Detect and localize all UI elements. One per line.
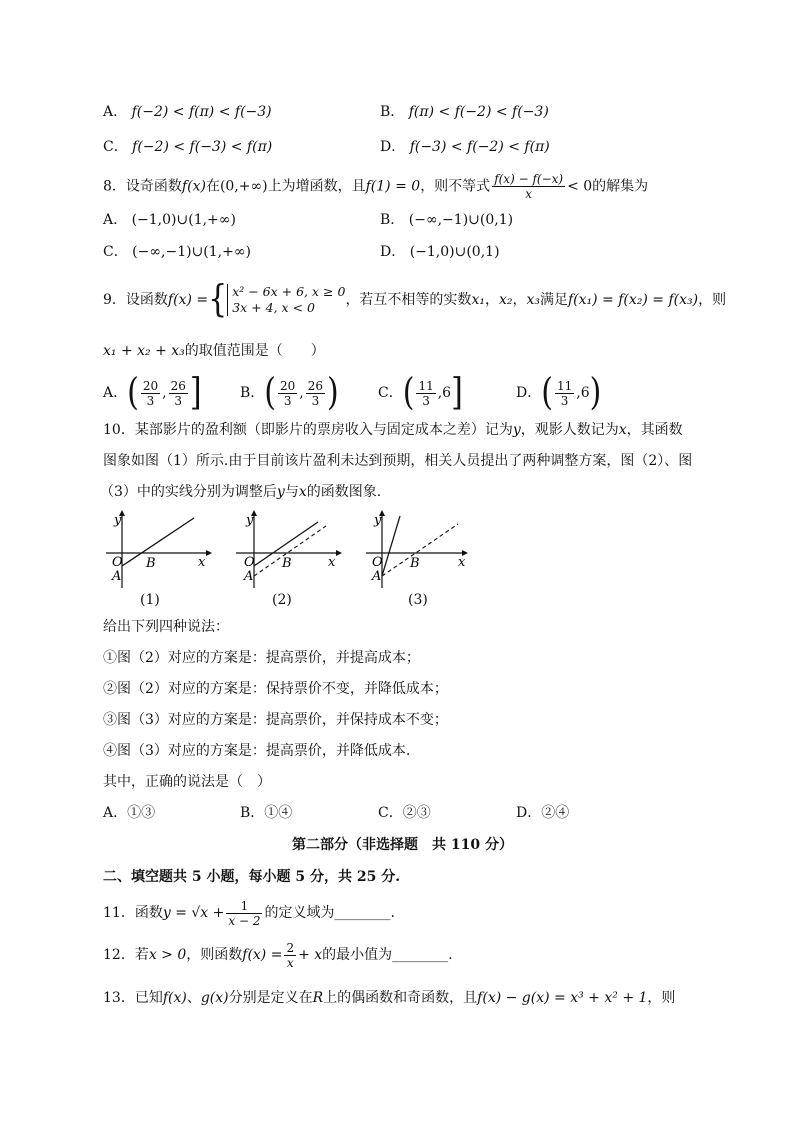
q7-option-a-expr: f(−2) < f(π) < f(−3) bbox=[131, 104, 272, 120]
graph-3-x-label: x bbox=[458, 555, 466, 570]
q7-option-b-expr: f(π) < f(−2) < f(−3) bbox=[408, 104, 549, 120]
q9-c-bracket-close: ] bbox=[451, 370, 463, 415]
q9-a-paren-open: ( bbox=[127, 370, 139, 415]
q9-piece1: x² − 6x + 6, x ≥ 0 bbox=[232, 284, 346, 299]
q13-mid: 分别是定义在 bbox=[228, 990, 313, 1006]
q8-option-d-expr: (−1,0)∪(0,1) bbox=[409, 244, 500, 260]
graph-3-solid-line bbox=[382, 516, 400, 576]
q9-mid: ，若互不相等的实数 bbox=[345, 292, 472, 308]
q9-x1: x₁ bbox=[471, 292, 485, 308]
graph-2-y-label: y bbox=[246, 513, 254, 528]
q7-option-d-label: D． bbox=[380, 139, 406, 155]
q10-line3a: （3）中的实线分别为调整后 bbox=[100, 484, 277, 500]
q11-den: x − 2 bbox=[228, 913, 261, 928]
graph-1-caption: (1) bbox=[140, 592, 160, 608]
q8-option-a bbox=[103, 210, 236, 230]
q8-ineq: < 0 bbox=[567, 178, 593, 195]
q9-prefix: 9．设函数 bbox=[103, 292, 168, 308]
q9-d-paren-close: ) bbox=[589, 370, 602, 415]
graph-1-x-label: x bbox=[198, 555, 206, 570]
q9-b-frac1 bbox=[278, 379, 297, 408]
q12-suffix: 的最小值为________. bbox=[322, 947, 453, 963]
q7-option-d bbox=[380, 137, 550, 157]
graph-3-o-label: O bbox=[372, 555, 383, 570]
q7-option-c bbox=[103, 137, 272, 157]
q13-gx: g(x) bbox=[200, 990, 229, 1006]
q8-interval: (0,+∞) bbox=[219, 178, 268, 195]
graph-3 bbox=[362, 508, 474, 588]
q10-line3b: 与 bbox=[284, 484, 299, 500]
q8-frac-num: f(x) − f(−x) bbox=[494, 172, 564, 186]
graph-2-x-arrow bbox=[336, 550, 342, 556]
q9-c-frac bbox=[416, 379, 435, 408]
q10-statement-2: ②图（2）对应的方案是：保持票价不变，并降低成本； bbox=[103, 681, 448, 697]
q9-sep2: ， bbox=[512, 292, 527, 308]
q12-mid: ，则函数 bbox=[186, 947, 243, 963]
q10-intro: 给出下列四种说法： bbox=[103, 619, 229, 635]
q12-fraction bbox=[284, 941, 296, 970]
q9-range-text: 的取值范围是（ ） bbox=[184, 343, 325, 359]
graph-2 bbox=[232, 508, 344, 588]
q9-sum-expr: x₁ + x₂ + x₃ bbox=[103, 343, 185, 359]
q9-brace: { bbox=[208, 277, 228, 322]
q9-b-l: 20 bbox=[280, 378, 296, 393]
q8-suffix: 的解集为 bbox=[592, 178, 649, 195]
q9-piece2: 3x + 4, x < 0 bbox=[232, 300, 315, 315]
q13-end: ，则 bbox=[647, 990, 676, 1006]
q8-frac-den: x bbox=[525, 187, 533, 201]
q8-stem bbox=[103, 172, 648, 201]
q9-option-b-label: B． bbox=[240, 385, 265, 401]
q8-mid1: 在 bbox=[205, 178, 220, 195]
q9-d-l: 11 bbox=[556, 378, 573, 393]
q10-option-d: D．②④ bbox=[516, 805, 570, 821]
q9-d-d: 3 bbox=[560, 393, 569, 408]
q7-option-d-expr: f(−3) < f(−2) < f(π) bbox=[409, 139, 550, 155]
q13 bbox=[103, 988, 675, 1008]
q9-c-r: 6 bbox=[442, 385, 452, 401]
q8-mid3: ，则不等式 bbox=[420, 178, 491, 195]
q9-a-frac2 bbox=[169, 379, 188, 408]
q12-prefix: 12．若 bbox=[103, 947, 149, 963]
q9-option-c: C．( $\frac{11}{3}$ ,6] bbox=[378, 370, 463, 415]
q11-prefix: 11．函数 bbox=[103, 905, 163, 921]
graph-1-o-label: O bbox=[112, 555, 123, 570]
q8-fx: f(x) bbox=[181, 178, 206, 195]
q9-d-frac bbox=[555, 379, 574, 408]
q13-r: R bbox=[312, 990, 324, 1006]
q9-b-paren-close: ) bbox=[327, 370, 339, 415]
q9-c-d: 3 bbox=[422, 393, 430, 408]
q8-option-b bbox=[380, 210, 513, 230]
q8-prefix: 8．设奇函数 bbox=[103, 178, 182, 195]
q9-option-a: A．( $\frac{20}{3}$ , $\frac{26}{3}$ ] bbox=[103, 370, 202, 415]
graph-3-dashed-line bbox=[382, 524, 458, 576]
q11-expr: y = √x + bbox=[162, 905, 225, 921]
q9-a-r: 26 bbox=[170, 378, 186, 393]
q11-num: 1 bbox=[226, 899, 262, 914]
graph-1-a-label: A bbox=[112, 569, 122, 584]
q9-c-paren-open: ( bbox=[402, 370, 415, 415]
q8-option-a-label: A． bbox=[103, 212, 128, 228]
q7-option-b bbox=[380, 102, 549, 122]
q10-option-c: C．②③ bbox=[378, 805, 431, 821]
q8-option-b-label: B． bbox=[380, 212, 405, 228]
q13-fx: f(x) bbox=[162, 990, 187, 1006]
q9-option-d: D．( $\frac{11}{3}$ ,6) bbox=[516, 370, 602, 415]
q13-eq: f(x) − g(x) = x³ + x² + 1 bbox=[477, 990, 648, 1006]
q12-cond: x > 0 bbox=[148, 947, 187, 963]
graph-1-y-label: y bbox=[114, 513, 122, 528]
q9-option-a-label: A． bbox=[103, 385, 128, 401]
q8-option-c-label: C． bbox=[103, 244, 128, 260]
q10-question: 其中，正确的说法是（ ） bbox=[103, 774, 271, 790]
q8-option-a-expr: (−1,0)∪(1,+∞) bbox=[131, 212, 236, 228]
graph-2-a-label: A bbox=[244, 569, 254, 584]
q10-line1b: ，观影人数记为 bbox=[520, 422, 619, 438]
q9-b-paren-open: ( bbox=[264, 370, 277, 415]
graph-3-caption: (3) bbox=[408, 592, 428, 608]
q8-mid2: 上为增函数，且 bbox=[267, 178, 366, 195]
q10-line2 bbox=[103, 451, 692, 471]
q10-line1c: ，其函数 bbox=[626, 422, 683, 438]
q10-option-a: A．①③ bbox=[103, 805, 156, 821]
q11-fraction bbox=[226, 899, 262, 928]
q10-line3-x: x bbox=[298, 484, 307, 500]
q9-stem bbox=[103, 277, 727, 322]
q8-option-c-expr: (−∞,−1)∪(1,+∞) bbox=[132, 244, 251, 260]
q7-option-c-label: C． bbox=[103, 139, 128, 155]
graph-2-b-label: B bbox=[282, 556, 292, 571]
q9-cond: f(x₁) = f(x₂) = f(x₃) bbox=[567, 292, 699, 308]
q7-option-b-label: B． bbox=[380, 104, 405, 120]
q8-option-b-expr: (−∞,−1)∪(0,1) bbox=[408, 212, 514, 228]
q9-a-frac1 bbox=[141, 379, 160, 408]
q9-x3: x₃ bbox=[526, 292, 540, 308]
q12 bbox=[103, 940, 453, 970]
q8-f1: f(1) = 0 bbox=[365, 178, 421, 195]
q8-option-d bbox=[380, 242, 500, 262]
graph-2-x-label: x bbox=[328, 555, 336, 570]
graph-3-y-label: y bbox=[374, 513, 382, 528]
q13-sep: 、 bbox=[186, 990, 201, 1006]
q10-statement-4: ④图（3）对应的方案是：提高票价，并降低成本. bbox=[103, 743, 411, 759]
section-heading: 二、填空题共 5 小题，每小题 5 分，共 25 分. bbox=[103, 869, 401, 885]
q9-mid2: 满足 bbox=[539, 292, 568, 308]
q10-line3-y: y bbox=[276, 484, 285, 500]
q9-option-b: B．( $\frac{20}{3}$ , $\frac{26}{3}$ ) bbox=[240, 370, 339, 415]
graph-1-b-label: B bbox=[146, 556, 156, 571]
graph-3-a-label: A bbox=[372, 569, 382, 584]
q10-option-b: B．①④ bbox=[240, 805, 293, 821]
q9-d-paren-open: ( bbox=[541, 370, 553, 415]
q9-sep1: ， bbox=[484, 292, 499, 308]
part2-title: 第二部分（非选择题 共 110 分） bbox=[292, 837, 513, 853]
q9-line2 bbox=[103, 341, 325, 361]
q11-suffix: 的定义域为________. bbox=[264, 905, 395, 921]
q9-option-c-label: C． bbox=[378, 385, 403, 401]
q13-prefix: 13．已知 bbox=[103, 990, 163, 1006]
graph-3-b-label: B bbox=[410, 556, 420, 571]
q10-x: x bbox=[618, 422, 627, 438]
q7-option-a-label: A． bbox=[103, 104, 128, 120]
q9-b-d: 3 bbox=[283, 393, 292, 408]
graph-2-o-label: O bbox=[244, 555, 255, 570]
q7-option-c-expr: f(−2) < f(−3) < f(π) bbox=[132, 139, 273, 155]
graph-1-line bbox=[122, 518, 194, 566]
graph-1 bbox=[100, 508, 212, 588]
q9-d-r: 6 bbox=[580, 385, 590, 401]
q12-fx: f(x) = bbox=[242, 947, 283, 963]
q9-fx: f(x) = bbox=[167, 292, 209, 308]
q9-b-rd: 3 bbox=[311, 393, 320, 408]
q10-statement-1: ①图（2）对应的方案是：提高票价，并提高成本； bbox=[103, 650, 420, 666]
q8-option-c bbox=[103, 242, 251, 262]
q9-a-rd: 3 bbox=[174, 393, 183, 408]
q9-a-d: 3 bbox=[146, 393, 155, 408]
q9-b-frac2 bbox=[306, 379, 325, 408]
q12-plus: + x bbox=[298, 947, 323, 963]
q8-fraction bbox=[492, 172, 565, 201]
q9-b-r: 26 bbox=[307, 378, 324, 393]
q9-x2: x₂ bbox=[498, 292, 513, 308]
q9-c-l: 11 bbox=[418, 378, 434, 393]
q10-y: y bbox=[512, 422, 521, 438]
q8-option-d-label: D． bbox=[380, 244, 406, 260]
q7-option-a bbox=[103, 102, 272, 122]
graph-1-x-arrow bbox=[206, 550, 212, 556]
q10-statement-3: ③图（3）对应的方案是：提高票价，并保持成本不变； bbox=[103, 712, 448, 728]
q9-a-bracket-close: ] bbox=[189, 370, 202, 415]
q10-line2-text: 图象如图（1）所示.由于目前该片盈利未达到预期，相关人员提出了两种调整方案，图（2）、图 bbox=[103, 453, 693, 469]
graph-2-caption: (2) bbox=[272, 592, 292, 608]
q10-line1-text: 10．某部影片的盈利额（即影片的票房收入与固定成本之差）记为 bbox=[103, 422, 513, 438]
q11 bbox=[103, 898, 395, 928]
q13-mid2: 上的偶函数和奇函数，且 bbox=[323, 990, 478, 1006]
q10-line3 bbox=[100, 482, 381, 502]
q9-a-l: 20 bbox=[142, 378, 159, 393]
q10-line1 bbox=[103, 420, 683, 440]
q12-num: 2 bbox=[286, 940, 295, 955]
q10-line3c: 的函数图象. bbox=[306, 484, 382, 500]
q9-option-d-label: D． bbox=[516, 385, 542, 401]
q9-pieces bbox=[227, 284, 345, 316]
q12-den: x bbox=[286, 955, 294, 970]
q9-end: ，则 bbox=[698, 292, 727, 308]
